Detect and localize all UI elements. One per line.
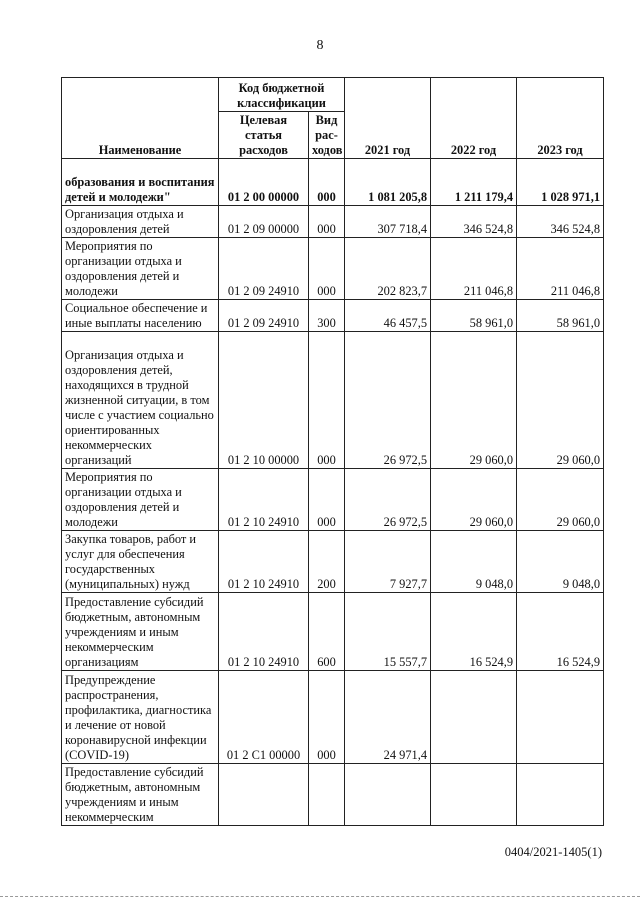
- row-2022: 29 060,0: [431, 469, 517, 531]
- budget-table: [61, 77, 604, 826]
- row-2023: 9 048,0: [517, 531, 604, 593]
- row-code: 01 2 00 00000: [219, 159, 309, 206]
- row-code: 01 2 09 00000: [219, 206, 309, 238]
- row-2022: 16 524,9: [431, 593, 517, 671]
- row-2023: 58 961,0: [517, 300, 604, 332]
- row-name: Закупка товаров, работ и услуг для обеспечения государственных (муниципальных) нужд: [62, 531, 219, 593]
- row-name: Мероприятия по организации отдыха и оздоровления детей и молодежи: [62, 238, 219, 300]
- row-2022: 29 060,0: [431, 332, 517, 469]
- row-2021: 15 557,7: [345, 593, 431, 671]
- row-code: [219, 764, 309, 826]
- row-2021: 202 823,7: [345, 238, 431, 300]
- table-row: [62, 206, 604, 238]
- row-2023: [517, 764, 604, 826]
- page-bottom-divider: [0, 896, 640, 897]
- header-kind: Вид рас-ходов: [309, 112, 345, 159]
- table-row: [62, 671, 604, 764]
- row-code: 01 2 10 24910: [219, 469, 309, 531]
- row-code: 01 2 C1 00000: [219, 671, 309, 764]
- row-kind: 600: [309, 593, 345, 671]
- row-code: 01 2 10 24910: [219, 593, 309, 671]
- row-kind: 000: [309, 206, 345, 238]
- row-2021: 1 081 205,8: [345, 159, 431, 206]
- row-2021: 24 971,4: [345, 671, 431, 764]
- header-2023: 2023 год: [517, 78, 604, 159]
- header-name: Наименование: [62, 78, 219, 159]
- row-2022: 346 524,8: [431, 206, 517, 238]
- table-row: [62, 332, 604, 469]
- row-name: Предоставление субсидий бюджетным, автономным учреждениям и иным некоммерческим организациям: [62, 593, 219, 671]
- row-2021: [345, 764, 431, 826]
- header-2021: 2021 год: [345, 78, 431, 159]
- row-name: Мероприятия по организации отдыха и оздоровления детей и молодежи: [62, 469, 219, 531]
- row-kind: [309, 764, 345, 826]
- row-2021: 26 972,5: [345, 332, 431, 469]
- row-kind: 300: [309, 300, 345, 332]
- table-row: [62, 469, 604, 531]
- row-kind: 200: [309, 531, 345, 593]
- row-2023: 346 524,8: [517, 206, 604, 238]
- row-code: 01 2 09 24910: [219, 238, 309, 300]
- header-2022: 2022 год: [431, 78, 517, 159]
- row-code: 01 2 09 24910: [219, 300, 309, 332]
- row-2022: 9 048,0: [431, 531, 517, 593]
- row-kind: 000: [309, 671, 345, 764]
- row-2023: 1 028 971,1: [517, 159, 604, 206]
- row-2022: [431, 671, 517, 764]
- row-2023: 211 046,8: [517, 238, 604, 300]
- header-code-group: Код бюджетной классификации: [219, 78, 345, 112]
- row-kind: 000: [309, 332, 345, 469]
- row-2021: 46 457,5: [345, 300, 431, 332]
- row-name: Организация отдыха и оздоровления детей, находящихся в трудной жизненной ситуации, в том числе с участием социально ориентированных некоммерческих организаций: [62, 332, 219, 469]
- table-row: [62, 238, 604, 300]
- row-code: 01 2 10 00000: [219, 332, 309, 469]
- row-2023: 16 524,9: [517, 593, 604, 671]
- page-number: 8: [316, 38, 324, 53]
- row-2022: [431, 764, 517, 826]
- table-row: [62, 531, 604, 593]
- row-2021: 26 972,5: [345, 469, 431, 531]
- table-row: [62, 764, 604, 826]
- table-row: [62, 300, 604, 332]
- row-code: 01 2 10 24910: [219, 531, 309, 593]
- table-row: [62, 593, 604, 671]
- row-name: Предоставление субсидий бюджетным, автономным учреждениям и иным некоммерческим: [62, 764, 219, 826]
- row-2021: 7 927,7: [345, 531, 431, 593]
- row-2021: 307 718,4: [345, 206, 431, 238]
- row-2023: 29 060,0: [517, 469, 604, 531]
- row-2023: 29 060,0: [517, 332, 604, 469]
- row-2022: 1 211 179,4: [431, 159, 517, 206]
- row-2023: [517, 671, 604, 764]
- row-name: Социальное обеспечение и иные выплаты населению: [62, 300, 219, 332]
- table-row: [62, 159, 604, 206]
- row-kind: 000: [309, 469, 345, 531]
- row-name: Предупреждение распространения, профилактика, диагностика и лечение от новой коронавирусной инфекции (COVID-19): [62, 671, 219, 764]
- row-name: Организация отдыха и оздоровления детей: [62, 206, 219, 238]
- row-kind: 000: [309, 159, 345, 206]
- document-code: 0404/2021-1405(1): [504, 845, 602, 859]
- header-target: Целевая статья расходов: [219, 112, 309, 159]
- row-2022: 58 961,0: [431, 300, 517, 332]
- row-name: образования и воспитания детей и молодежи": [62, 159, 219, 206]
- row-kind: 000: [309, 238, 345, 300]
- row-2022: 211 046,8: [431, 238, 517, 300]
